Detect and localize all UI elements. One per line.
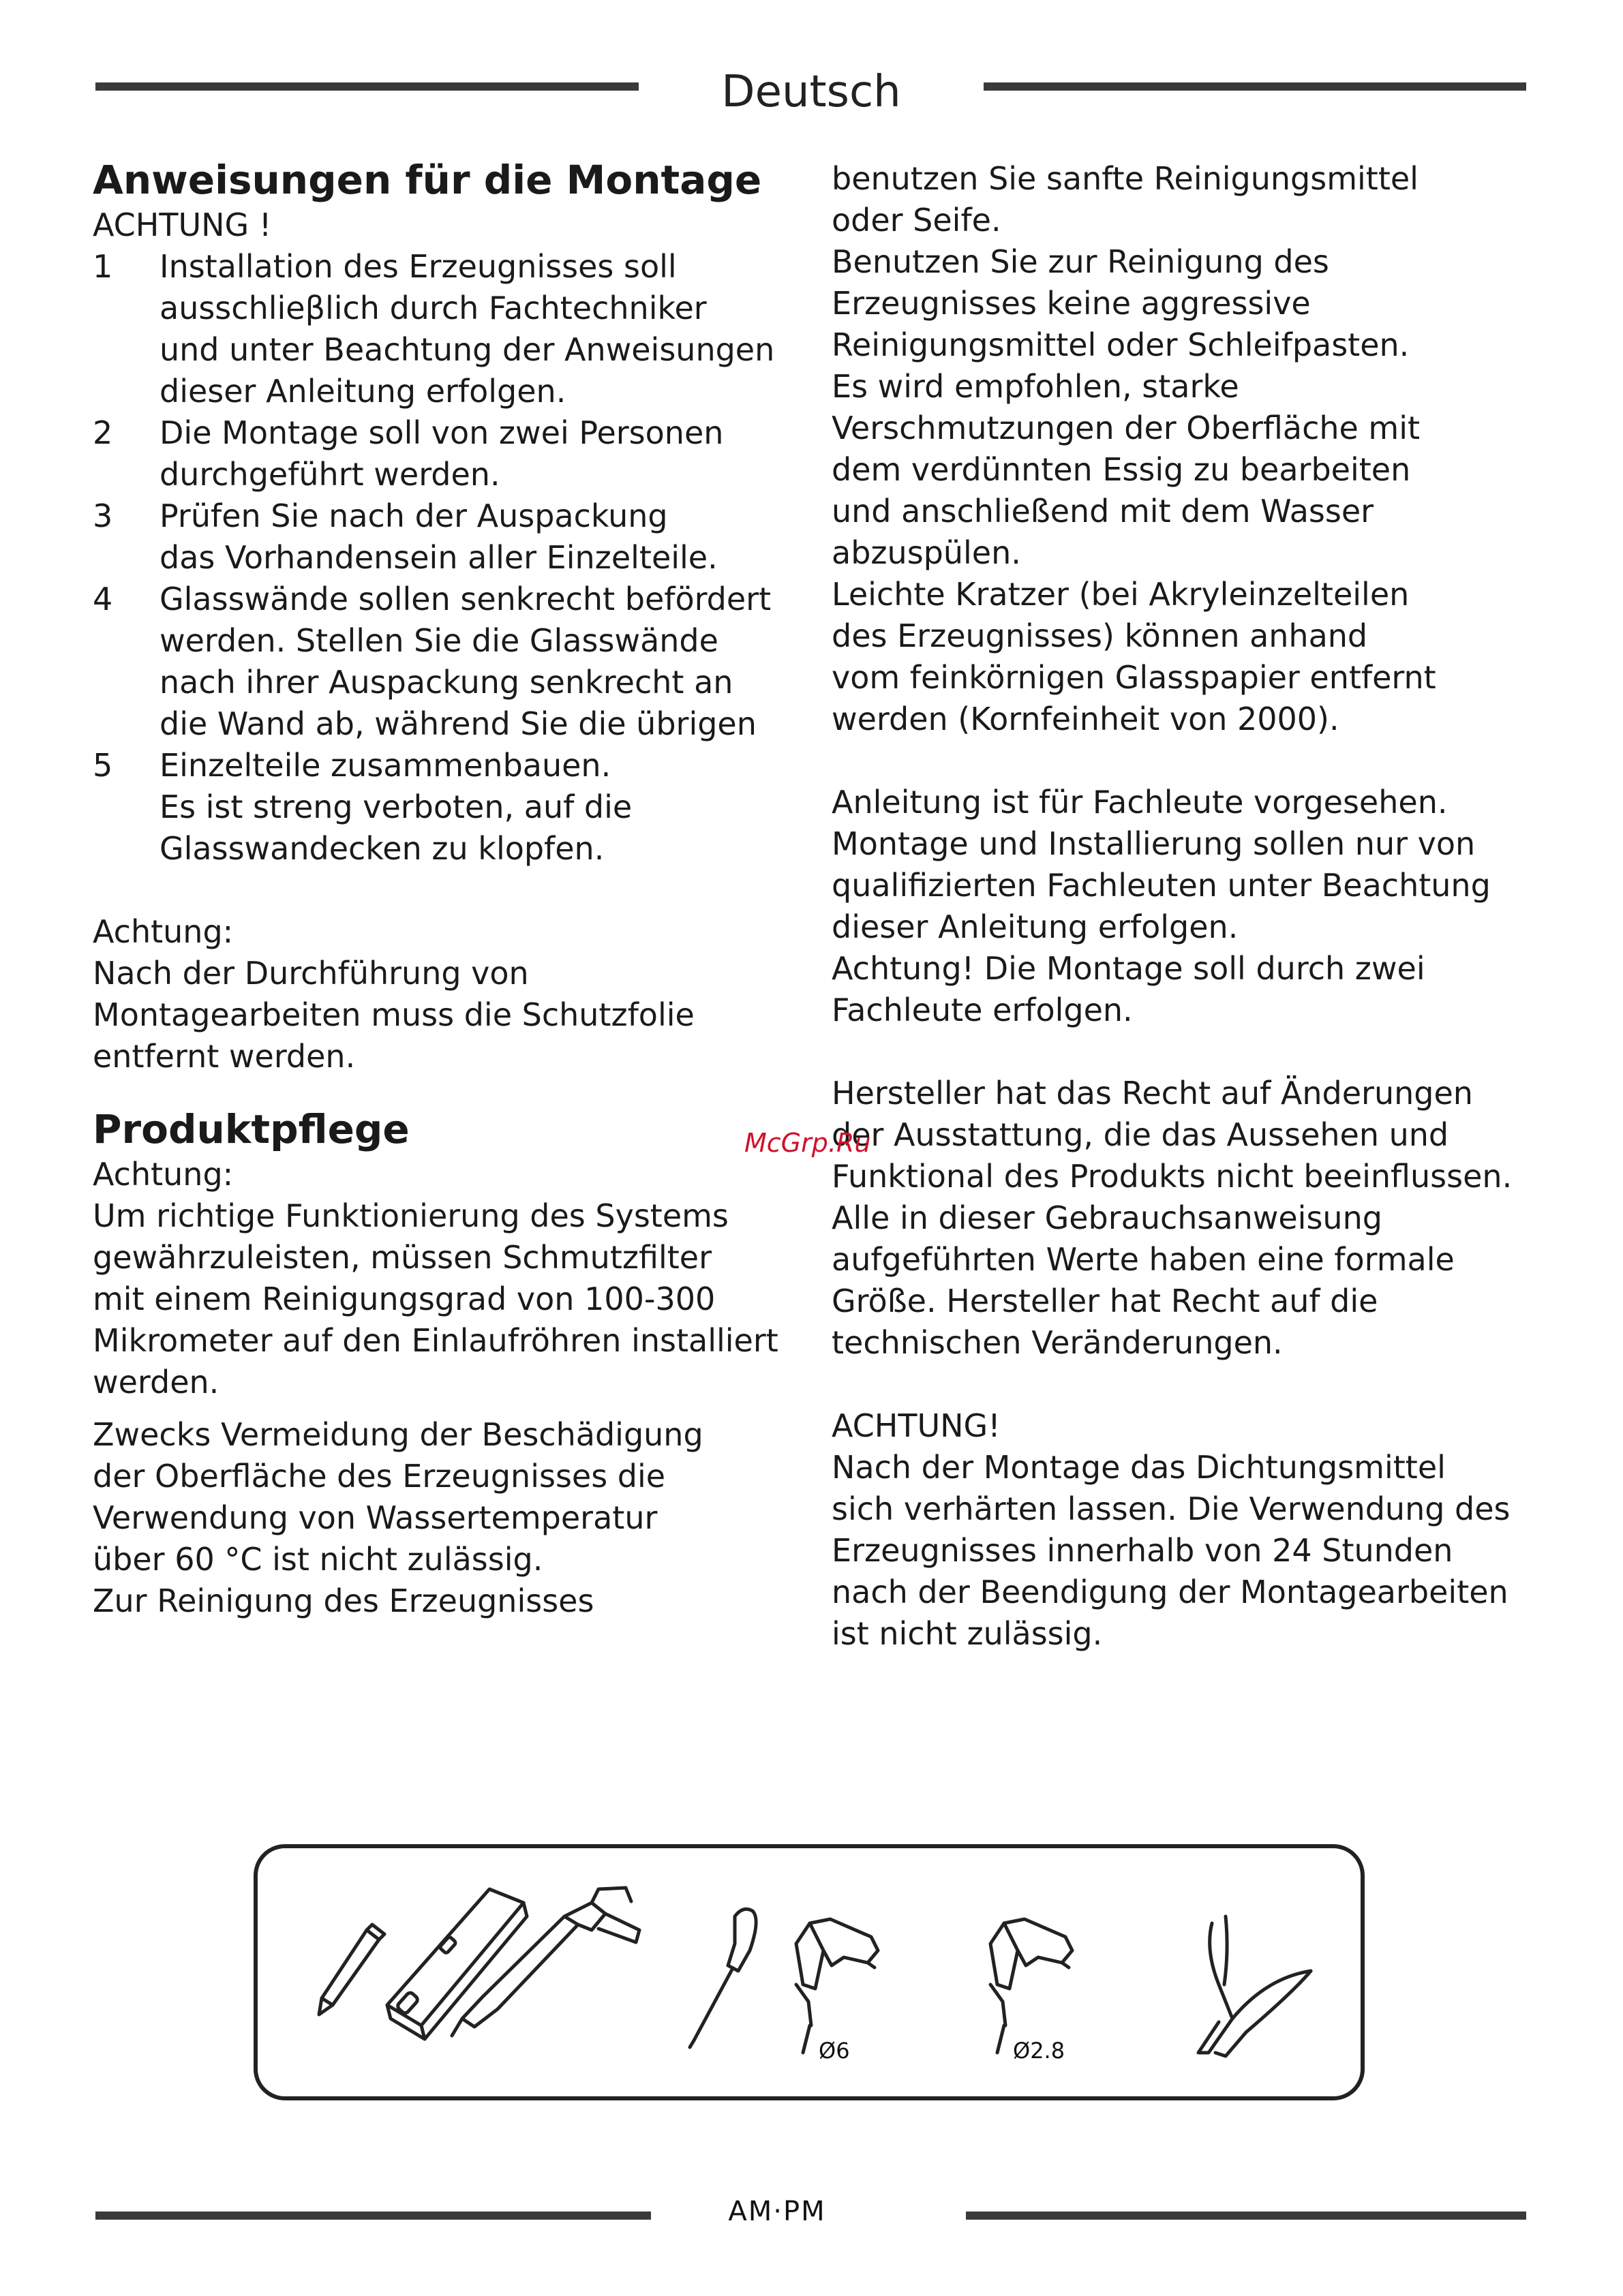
list-item-line: Glasswandecken zu klopfen. bbox=[160, 830, 605, 867]
note-line: entfernt werden. bbox=[93, 1038, 356, 1075]
sealant-warning-paragraph bbox=[832, 1405, 1541, 1655]
paragraph-line: der Ausstattung, die das Aussehen und bbox=[832, 1116, 1449, 1153]
footer-rule-left bbox=[95, 2211, 651, 2220]
paragraph-line: technischen Veränderungen. bbox=[832, 1324, 1283, 1361]
paragraph-line: Alle in dieser Gebrauchsanweisung bbox=[832, 1199, 1382, 1236]
left-column bbox=[93, 155, 808, 1622]
list-item bbox=[93, 579, 808, 745]
care-line: mit einem Reinigungsgrad von 100-300 bbox=[93, 1281, 716, 1317]
paragraph-line: ACHTUNG! bbox=[832, 1407, 1001, 1444]
care-line: Zwecks Vermeidung der Beschädigung bbox=[93, 1416, 703, 1453]
list-item-line: nach ihrer Auspackung senkrecht an bbox=[160, 664, 733, 701]
paragraph-line: dem verdünnten Essig zu bearbeiten bbox=[832, 451, 1411, 488]
pencil-icon bbox=[319, 1925, 384, 2015]
care-paragraph bbox=[93, 1154, 808, 1403]
list-item-line: Die Montage soll von zwei Personen bbox=[160, 414, 724, 451]
care-line: Achtung: bbox=[93, 1156, 234, 1193]
list-item-number: 2 bbox=[93, 414, 113, 451]
paragraph-line: Es wird empfohlen, starke bbox=[832, 368, 1239, 405]
drill-size-label-6: Ø6 bbox=[819, 2038, 850, 2064]
protective-film-note bbox=[93, 911, 808, 1077]
paragraph-line: benutzen Sie sanfte Reinigungsmittel bbox=[832, 160, 1419, 197]
section-title-produktpflege: Produktpflege bbox=[93, 1106, 410, 1152]
page-language-title: Deutsch bbox=[721, 67, 901, 117]
care-line: gewährzuleisten, müssen Schmutzfilter bbox=[93, 1239, 712, 1276]
paragraph-line: Anleitung ist für Fachleute vorgesehen. bbox=[832, 784, 1448, 821]
paragraph-line: oder Seife. bbox=[832, 202, 1001, 239]
manufacturer-rights-paragraph bbox=[832, 1073, 1541, 1364]
care-line: Um richtige Funktionierung des Systems bbox=[93, 1197, 729, 1234]
note-line: Achtung: bbox=[93, 913, 234, 950]
care-paragraph-2 bbox=[93, 1414, 808, 1622]
list-item bbox=[93, 495, 808, 579]
cleaning-paragraph bbox=[832, 158, 1541, 740]
required-tools-box bbox=[254, 1844, 1365, 2100]
list-item-line: das Vorhandensein aller Einzelteile. bbox=[160, 539, 718, 576]
paragraph-line: Nach der Montage das Dichtungsmittel bbox=[832, 1449, 1446, 1486]
list-item-number: 3 bbox=[93, 498, 113, 534]
paragraph-line: und anschließend mit dem Wasser bbox=[832, 493, 1374, 530]
paragraph-line: Erzeugnisses keine aggressive bbox=[832, 285, 1311, 322]
paragraph-line: Größe. Hersteller hat Recht auf die bbox=[832, 1283, 1378, 1319]
care-line: Zur Reinigung des Erzeugnisses bbox=[93, 1582, 594, 1619]
care-line: Verwendung von Wassertemperatur bbox=[93, 1499, 658, 1536]
list-item-line: ausschlieβlich durch Fachtechniker bbox=[160, 290, 707, 326]
list-item-line: durchgeführt werden. bbox=[160, 456, 500, 493]
list-item-line: werden. Stellen Sie die Glasswände bbox=[160, 622, 718, 659]
paragraph-line: Leichte Kratzer (bei Akryleinzelteilen bbox=[832, 576, 1410, 613]
right-column bbox=[832, 158, 1541, 1655]
paragraph-line: nach der Beendigung der Montagearbeiten bbox=[832, 1574, 1508, 1610]
paragraph-line: vom feinkörnigen Glasspapier entfernt bbox=[832, 659, 1436, 696]
care-line: Mikrometer auf den Einlaufröhren installiert bbox=[93, 1322, 778, 1359]
list-item-line: Es ist streng verboten, auf die bbox=[160, 789, 633, 825]
caulking-gun-icon bbox=[452, 1888, 639, 2036]
paragraph-line: des Erzeugnisses) können anhand bbox=[832, 617, 1368, 654]
list-item-line: dieser Anleitung erfolgen. bbox=[160, 373, 566, 410]
list-item bbox=[93, 745, 808, 870]
list-item-line: und unter Beachtung der Anweisungen bbox=[160, 331, 775, 368]
spirit-level-icon bbox=[387, 1889, 527, 2039]
note-line: Montagearbeiten muss die Schutzfolie bbox=[93, 996, 695, 1033]
paragraph-line: Montage und Installierung sollen nur von bbox=[832, 825, 1476, 862]
paragraph-line: ist nicht zulässig. bbox=[832, 1615, 1103, 1652]
drill-size-label-2-8: Ø2.8 bbox=[1013, 2038, 1065, 2064]
header-rule-right bbox=[984, 82, 1526, 91]
care-line: der Oberfläche des Erzeugnisses die bbox=[93, 1458, 666, 1495]
paragraph-line: Benutzen Sie zur Reinigung des bbox=[832, 243, 1329, 280]
list-item-number: 1 bbox=[93, 248, 113, 285]
paragraph-line: qualifizierten Fachleuten unter Beachtung bbox=[832, 867, 1491, 904]
paragraph-line: aufgeführten Werte haben eine formale bbox=[832, 1241, 1455, 1278]
note-line: Nach der Durchführung von bbox=[93, 955, 529, 992]
paragraph-line: Hersteller hat das Recht auf Änderungen bbox=[832, 1075, 1473, 1112]
paragraph-line: Funktional des Produkts nicht beeinflussen. bbox=[832, 1158, 1513, 1195]
list-item bbox=[93, 412, 808, 495]
care-line: werden. bbox=[93, 1364, 219, 1400]
header-rule-left bbox=[95, 82, 639, 91]
paragraph-line: Erzeugnisses innerhalb von 24 Stunden bbox=[832, 1532, 1453, 1569]
professional-installation-paragraph bbox=[832, 782, 1541, 1031]
list-item-line: Prüfen Sie nach der Auspackung bbox=[160, 498, 668, 534]
achtung-label: ACHTUNG ! bbox=[93, 206, 272, 243]
list-item-number: 4 bbox=[93, 581, 113, 617]
ampm-logo: AM·PM bbox=[728, 2196, 826, 2227]
paragraph-line: sich verhärten lassen. Die Verwendung des bbox=[832, 1490, 1511, 1527]
paragraph-line: abzuspülen. bbox=[832, 534, 1021, 571]
paragraph-line: Reinigungsmittel oder Schleifpasten. bbox=[832, 326, 1410, 363]
paragraph-line: werden (Kornfeinheit von 2000). bbox=[832, 701, 1339, 737]
care-line: über 60 °C ist nicht zulässig. bbox=[93, 1541, 543, 1578]
list-item-line: Glasswände sollen senkrecht befördert bbox=[160, 581, 772, 617]
screwdriver-icon bbox=[690, 1909, 756, 2047]
paragraph-line: Achtung! Die Montage soll durch zwei bbox=[832, 950, 1425, 987]
paragraph-line: Fachleute erfolgen. bbox=[832, 992, 1133, 1028]
list-item-line: Einzelteile zusammenbauen. bbox=[160, 747, 611, 784]
list-item-line: Installation des Erzeugnisses soll bbox=[160, 248, 677, 285]
list-item-line: die Wand ab, während Sie die übrigen bbox=[160, 705, 757, 742]
drill-icon bbox=[796, 1919, 878, 2053]
drill-icon bbox=[990, 1919, 1072, 2053]
paragraph-line: dieser Anleitung erfolgen. bbox=[832, 908, 1239, 945]
watermark: McGrp.Ru bbox=[744, 1128, 871, 1158]
footer-rule-right bbox=[966, 2211, 1526, 2220]
list-item bbox=[93, 246, 808, 412]
pliers-icon bbox=[1198, 1916, 1311, 2056]
section-title-montage: Anweisungen für die Montage bbox=[93, 157, 762, 203]
list-item-number: 5 bbox=[93, 747, 113, 784]
paragraph-line: Verschmutzungen der Oberfläche mit bbox=[832, 410, 1421, 446]
